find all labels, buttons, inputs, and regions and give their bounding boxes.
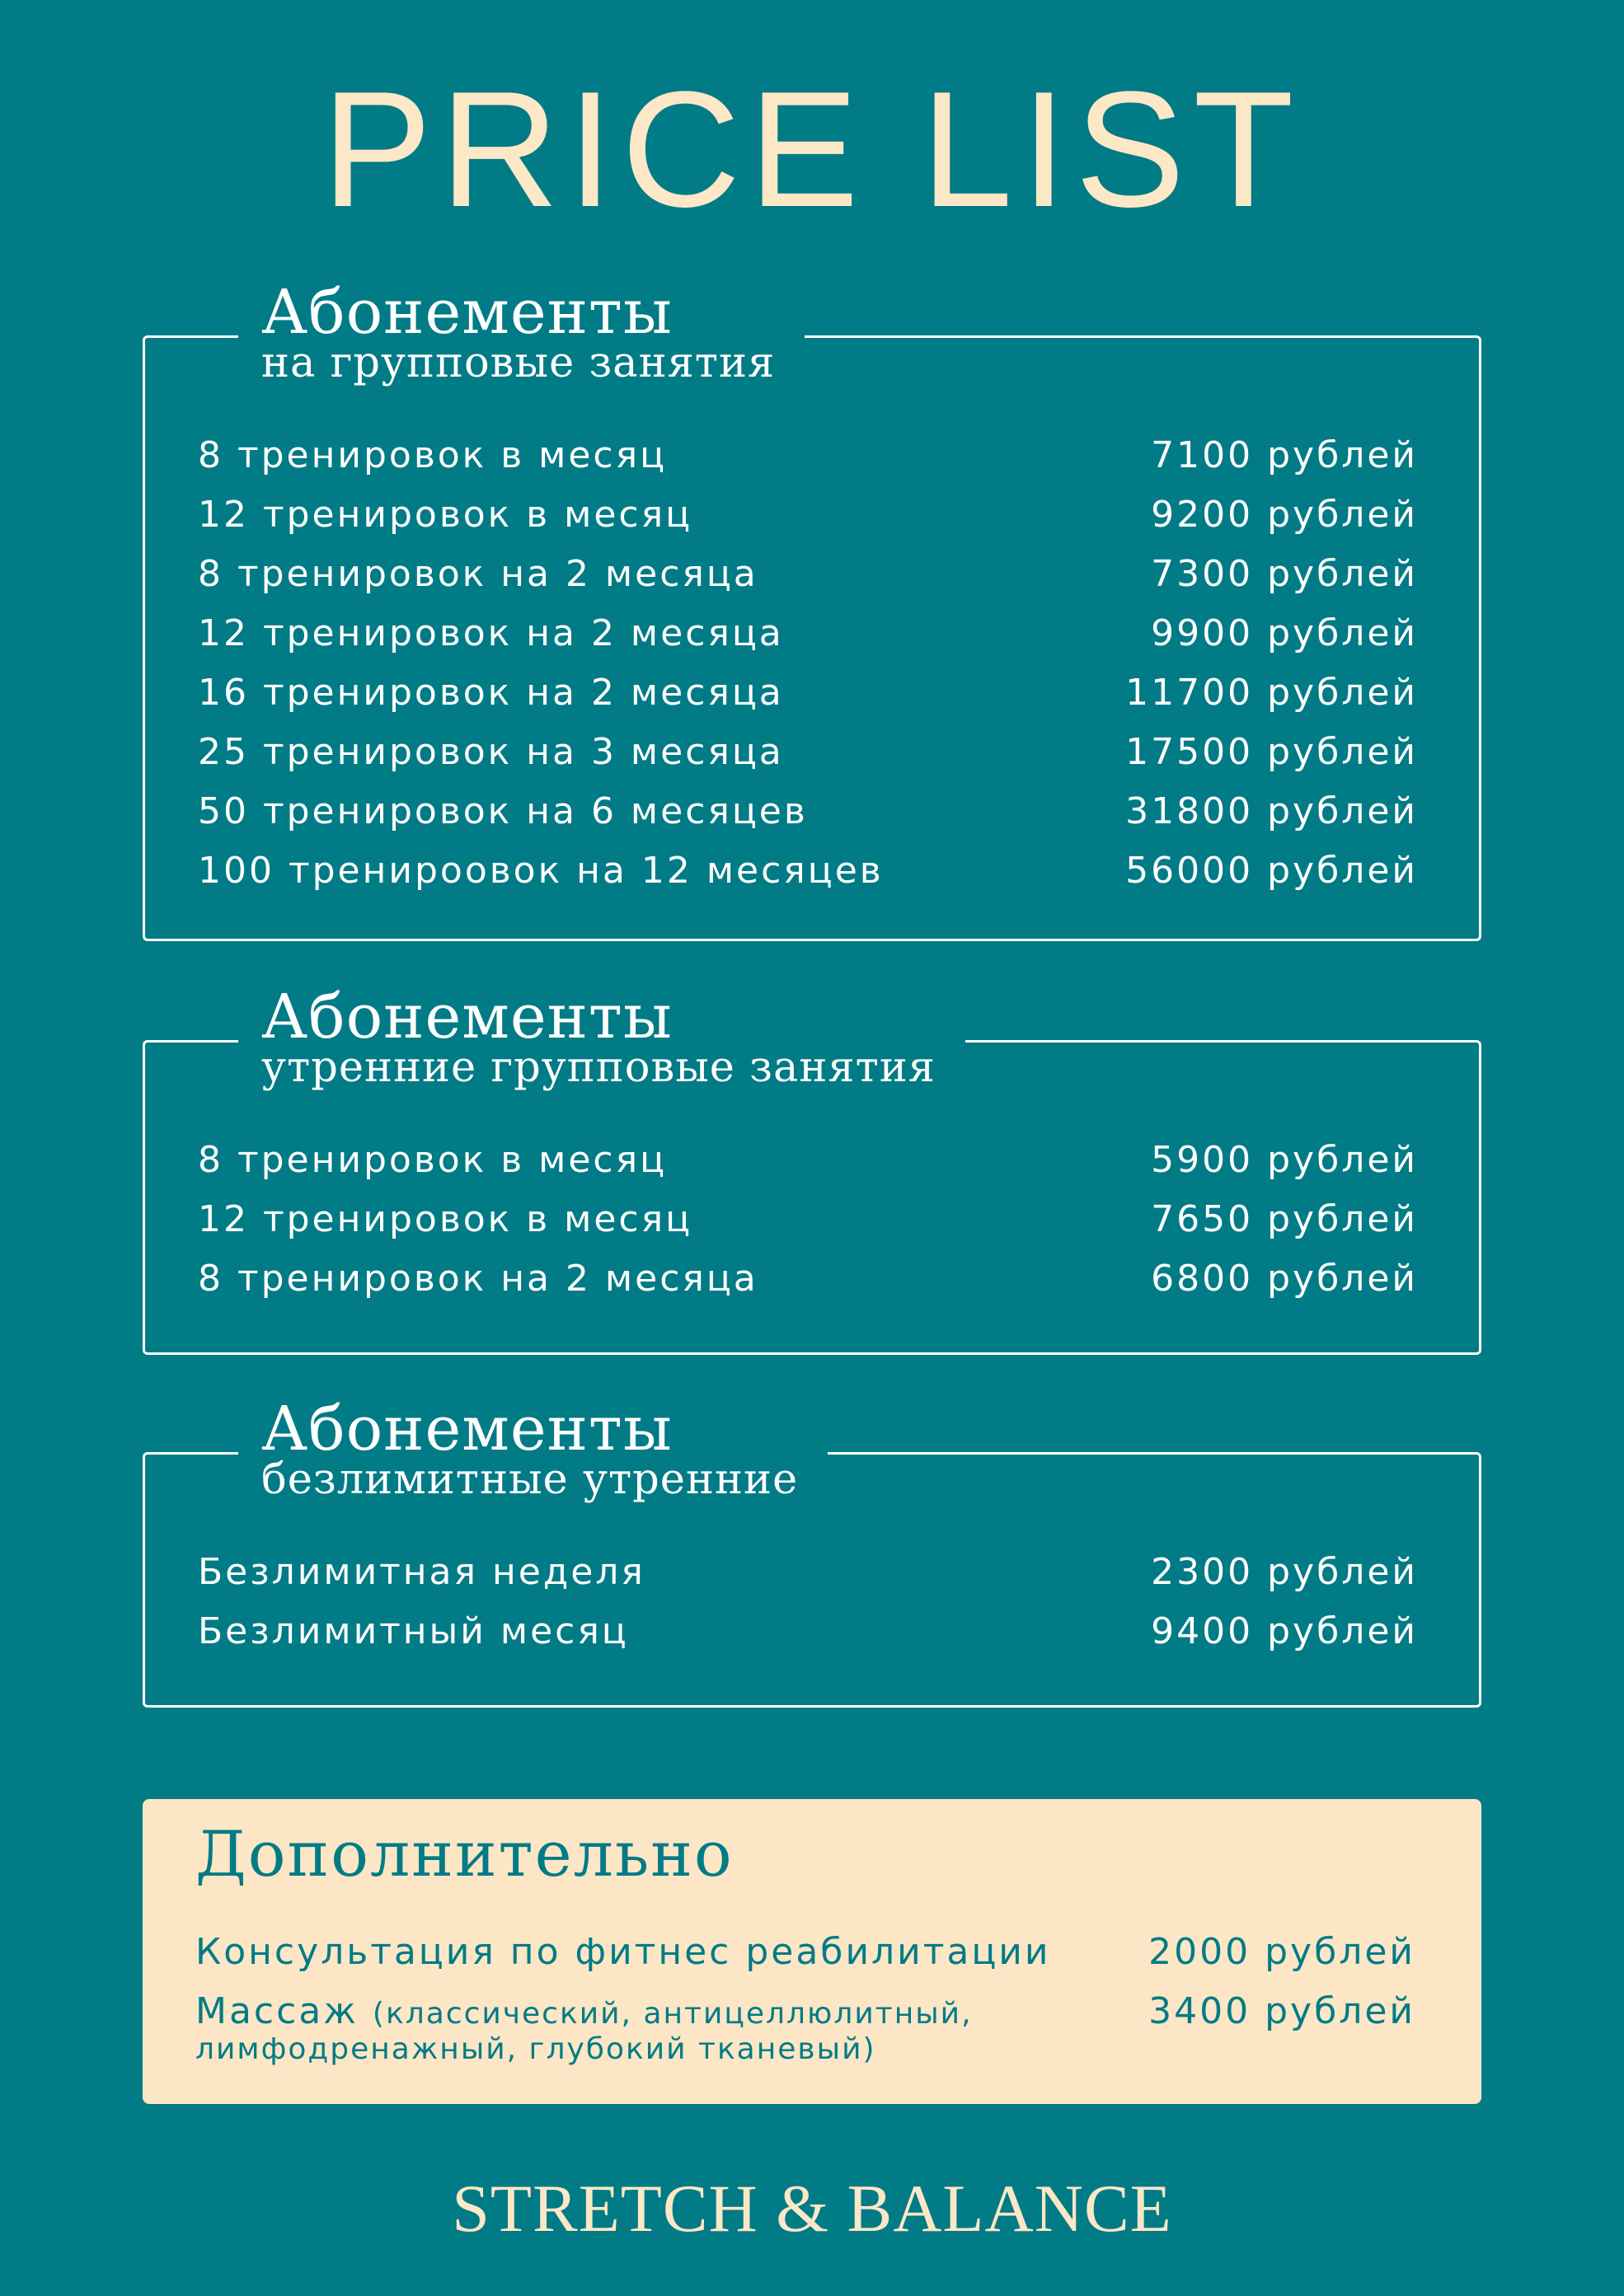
section-morning-classes	[143, 982, 1481, 1355]
section-additional	[143, 1799, 1481, 2104]
section-heading-subtitle: на групповые занятия	[261, 339, 776, 387]
price-item-value: 2300 рублей	[1151, 1551, 1418, 1593]
section-heading-subtitle: утренние групповые занятия	[261, 1043, 936, 1092]
price-item-value: 17500 рублей	[1125, 731, 1418, 773]
section-heading-subtitle: безлимитные утренние	[261, 1455, 799, 1504]
price-item-value: 2000 рублей	[1148, 1931, 1415, 1973]
price-item-name: 8 тренировок в месяц	[198, 434, 668, 476]
section-additional-title: Дополнительно	[195, 1817, 734, 1891]
price-item-note: (классический, антицеллюлитный,	[372, 1997, 973, 2031]
price-item-name: 50 тренировок на 6 месяцев	[198, 790, 808, 832]
section-heading	[238, 277, 805, 387]
brand-logo-text: STRETCH & BALANCE	[452, 2171, 1172, 2246]
price-item-name: 16 тренировок на 2 месяца	[198, 672, 784, 714]
price-item-note-continued: лимфодренажный, глубокий тканевый)	[195, 2032, 876, 2066]
price-item-name: 12 тренировок в месяц	[198, 494, 693, 536]
page-title: PRICE LIST	[322, 58, 1302, 241]
price-item-value: 9900 рублей	[1151, 612, 1418, 654]
section-unlimited	[143, 1394, 1481, 1708]
price-item-value: 11700 рублей	[1125, 672, 1418, 714]
section-heading-title: Абонементы	[261, 277, 673, 348]
price-item-value: 7300 рублей	[1151, 553, 1418, 595]
price-item-value: 7100 рублей	[1151, 434, 1418, 476]
price-item-value: 6800 рублей	[1151, 1258, 1418, 1300]
price-item-name: 12 тренировок в месяц	[198, 1198, 693, 1240]
price-item-name: Безлимитная неделя	[198, 1551, 645, 1593]
section-heading-title: Абонементы	[261, 982, 673, 1052]
price-item-value: 9400 рублей	[1151, 1610, 1418, 1652]
section-heading	[238, 982, 965, 1092]
price-item-value: 3400 рублей	[1148, 1990, 1415, 2032]
section-heading-title: Абонементы	[261, 1394, 673, 1464]
price-item-name: Консультация по фитнес реабилитации	[195, 1931, 1051, 1973]
section-heading	[238, 1394, 828, 1504]
price-item-value: 7650 рублей	[1151, 1198, 1418, 1240]
price-item-value: 5900 рублей	[1151, 1139, 1418, 1181]
price-item-name: 25 тренировок на 3 месяца	[198, 731, 784, 773]
price-item-value: 9200 рублей	[1151, 494, 1418, 536]
price-item-name: 8 тренировок на 2 месяца	[198, 1258, 758, 1300]
price-item-name: 12 тренировок на 2 месяца	[198, 612, 784, 654]
price-item-name: 8 тренировок в месяц	[198, 1139, 668, 1181]
price-item-name: 8 тренировок на 2 месяца	[198, 553, 758, 595]
price-item-name: Безлимитный месяц	[198, 1610, 629, 1652]
price-item-value: 56000 рублей	[1125, 850, 1418, 892]
price-item-name: Массаж	[195, 1990, 359, 2032]
price-item-value: 31800 рублей	[1125, 790, 1418, 832]
section-group-classes	[143, 277, 1481, 941]
price-item-name: 100 тренироовок на 12 месяцев	[198, 850, 884, 892]
